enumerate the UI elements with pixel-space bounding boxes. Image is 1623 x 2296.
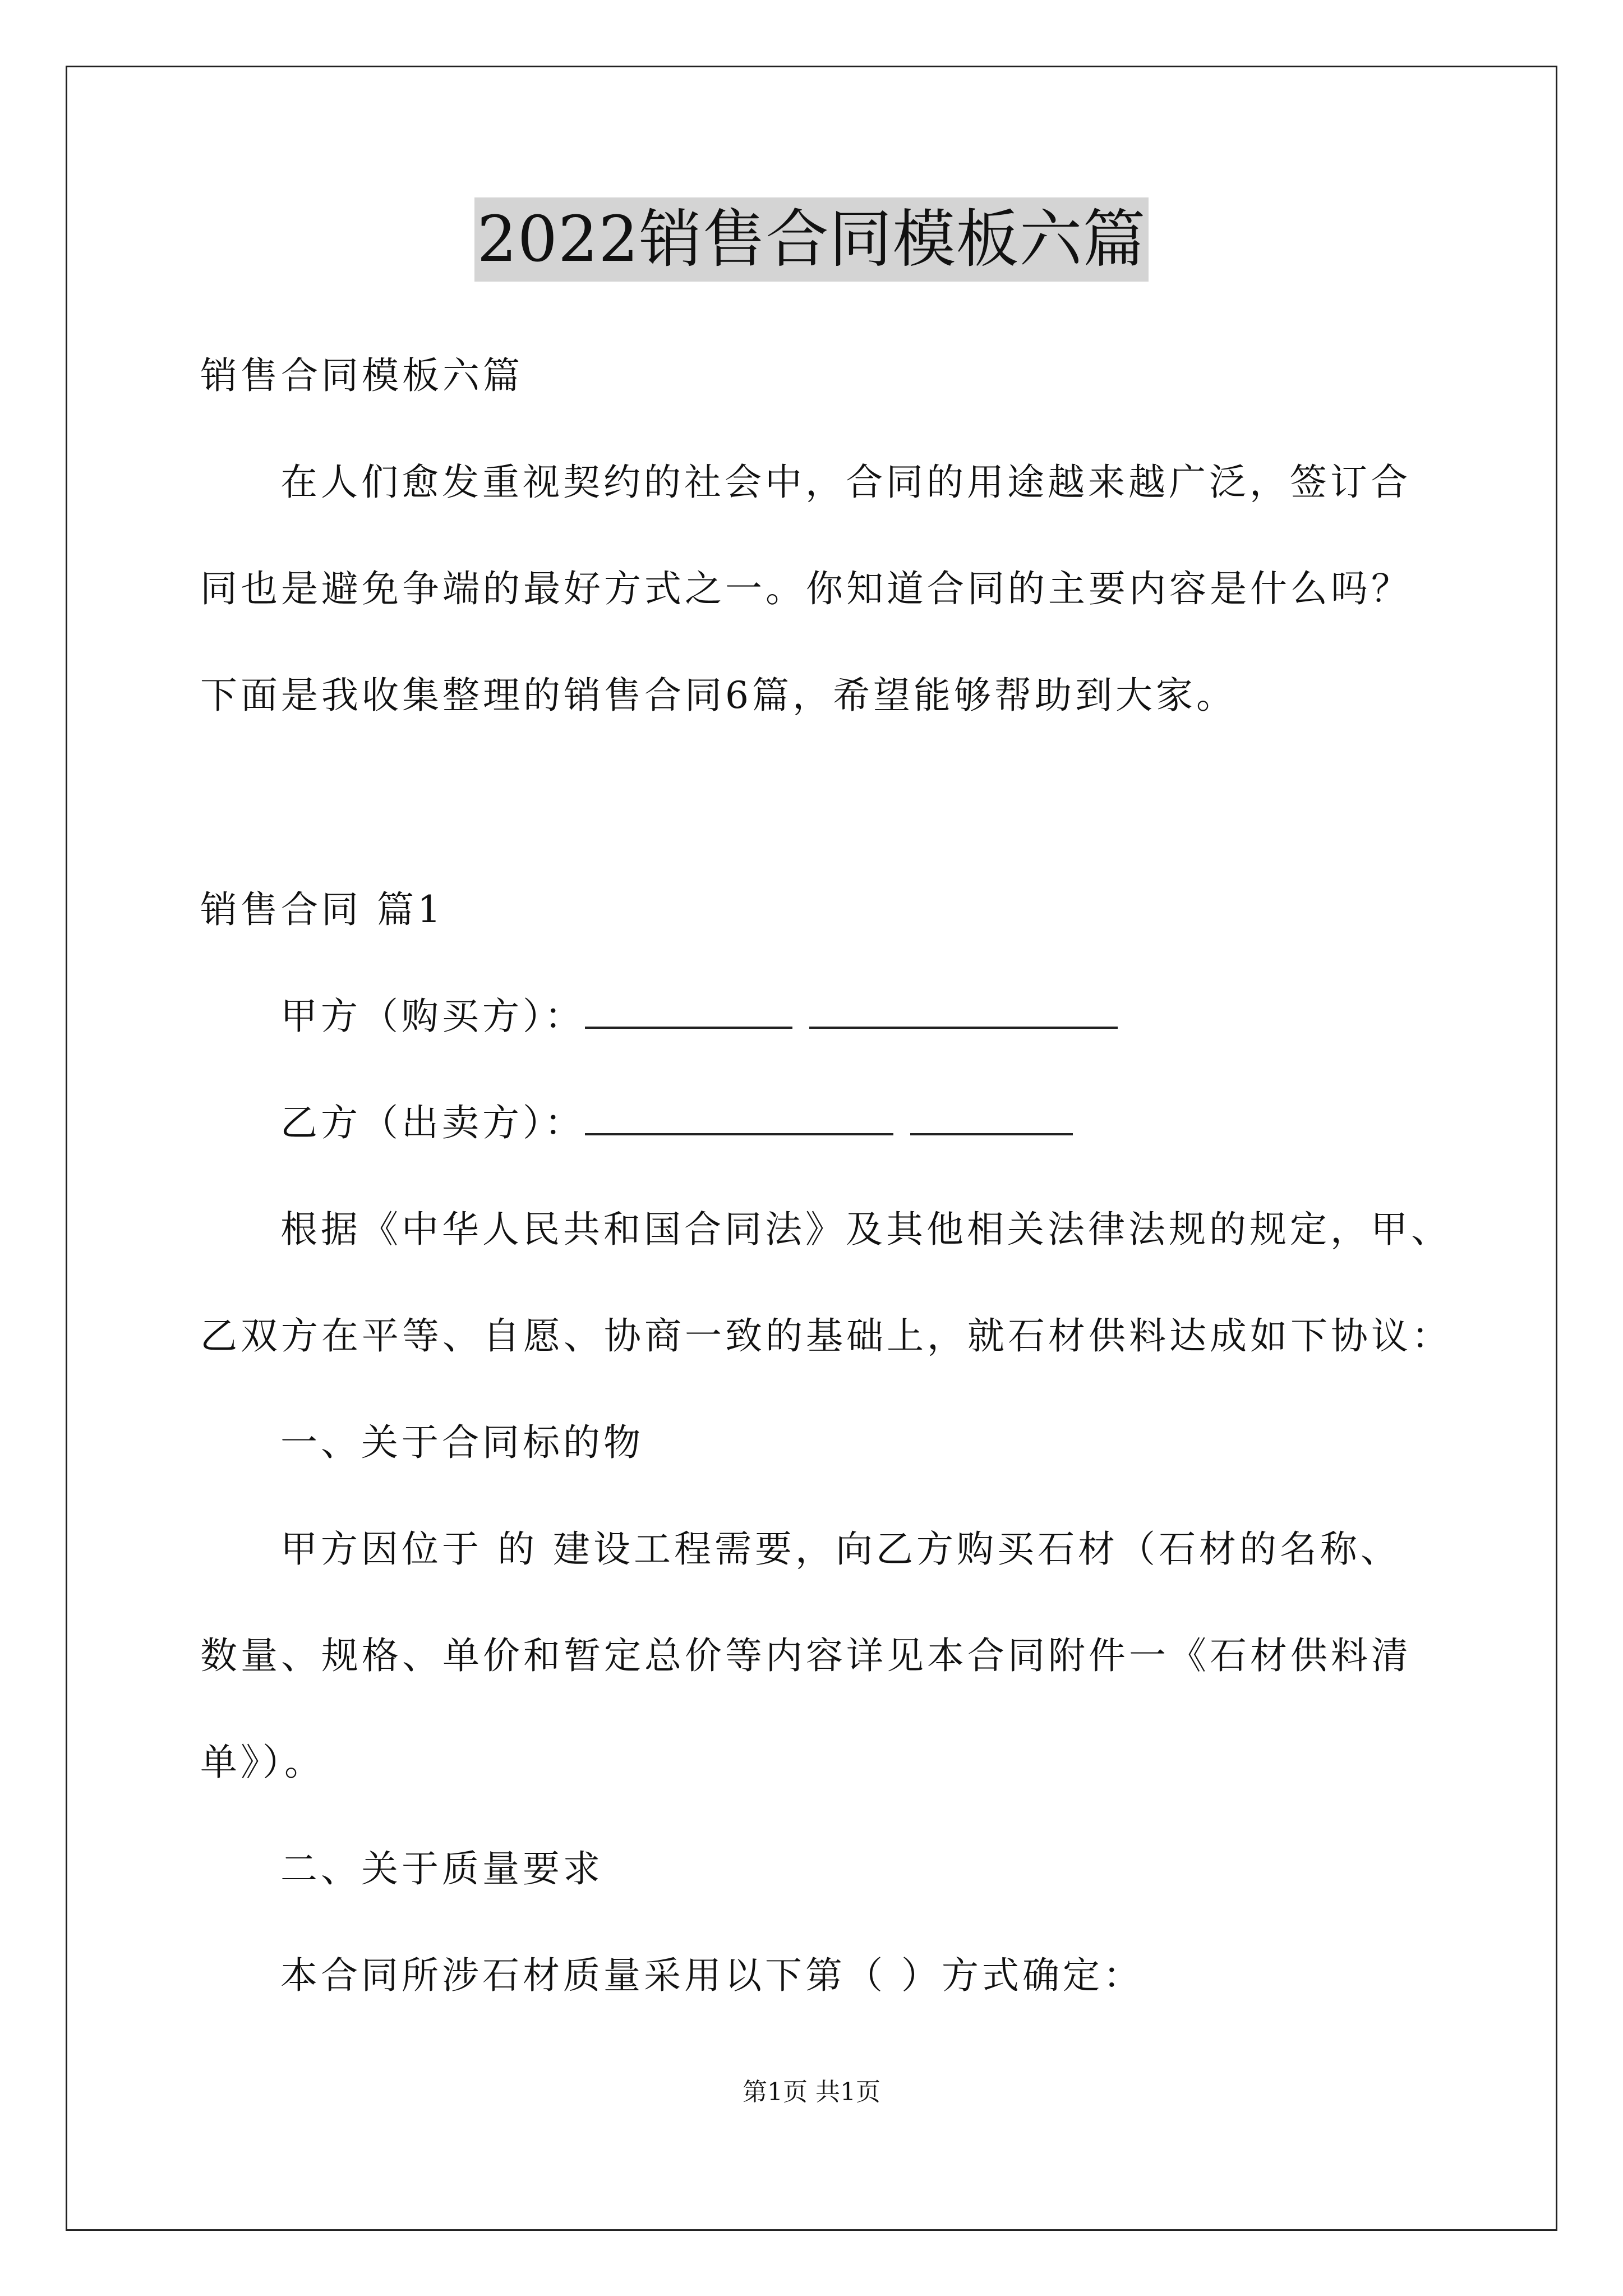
basis-line-1: 根据《中华人民共和国合同法》及其他相关法律法规的规定，甲、	[280, 1208, 1451, 1251]
clause-2-body: 本合同所涉石材质量采用以下第（ ）方式确定：	[280, 1954, 1144, 1997]
party-a-blank-2	[809, 995, 1118, 1029]
party-b-blank-2	[910, 1102, 1073, 1135]
clause-1-line-3: 单》）。	[200, 1741, 325, 1784]
document-title: 2022销售合同模板六篇	[474, 197, 1148, 282]
basis-line-2: 乙双方在平等、自愿、协商一致的基础上，就石材供料达成如下协议：	[200, 1314, 1452, 1358]
party-a-label: 甲方（购买方）：	[280, 995, 585, 1038]
party-b-blank-1	[585, 1102, 893, 1135]
document-subtitle: 销售合同模板六篇	[200, 354, 523, 397]
title-container	[0, 197, 1623, 282]
intro-line-1: 在人们愈发重视契约的社会中，合同的用途越来越广泛，签订合	[280, 461, 1411, 504]
intro-line-3: 下面是我收集整理的销售合同6篇，希望能够帮助到大家。	[200, 674, 1237, 717]
party-a-line	[280, 991, 1118, 1042]
intro-line-2: 同也是避免争端的最好方式之一。你知道合同的主要内容是什么吗？	[200, 567, 1412, 610]
clause-1-heading: 一、关于合同标的物	[280, 1421, 644, 1464]
party-b-label: 乙方（出卖方）：	[280, 1101, 585, 1144]
party-a-blank-1	[585, 995, 792, 1029]
clause-1-line-1: 甲方因位于 的 建设工程需要，向乙方购买石材（石材的名称、	[280, 1527, 1401, 1571]
page-footer: 第1页 共1页	[743, 2078, 880, 2106]
section-heading: 销售合同 篇1	[200, 888, 444, 931]
clause-2-heading: 二、关于质量要求	[280, 1847, 603, 1890]
clause-1-line-2: 数量、规格、单价和暂定总价等内容详见本合同附件一《石材供料清	[200, 1634, 1412, 1677]
party-b-line	[280, 1098, 1073, 1148]
